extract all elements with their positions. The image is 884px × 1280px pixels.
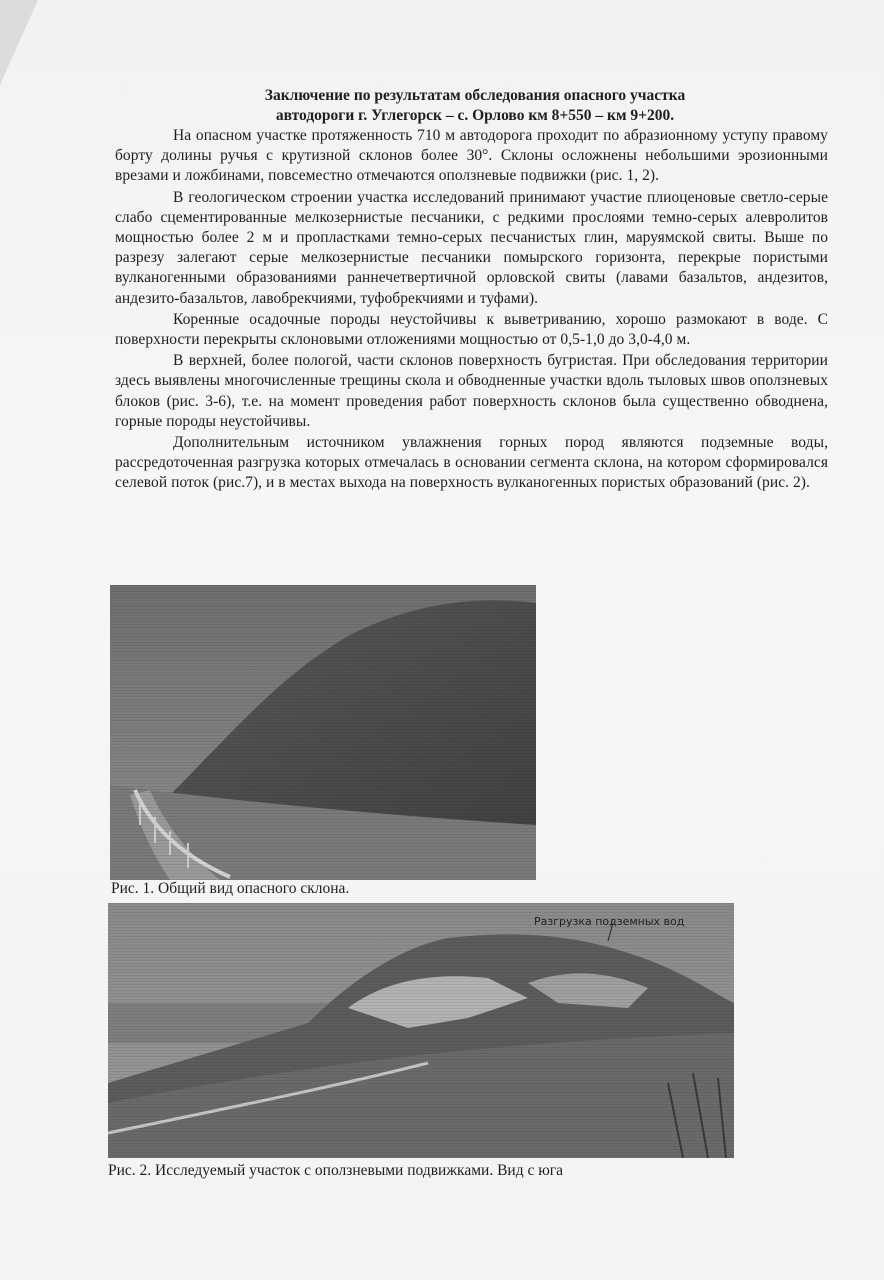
paragraph: В геологическом строении участка исследований принимают участие плиоценовые светло-серые слабо сцементированные мелкозернистые песчаники, с редкими прослоями темно-серых алевролитов мощностью более 2 м и пропластками темно-серых песчанистых глин, маруямской свиты. Выше по разрезу залегают серые мелкозернистые песчаники помырского горизонта, перекрые пористыми вулканогенными образованиями раннечетвертичной орловской свиты (лавами базальтов, андезитов, андезито-базальтов, лавобрекчиями, туфобрекчиями и туфами). [115, 188, 828, 307]
document-title [100, 86, 850, 126]
figure-2-photo [108, 903, 734, 1158]
paragraph: В верхней, более пологой, части склонов поверхность бугристая. При обследования территории здесь выявлены многочисленные трещины скола и обводненные участки вдоль тыловых швов оползневых блоков (рис. 3-6), т.е. на момент проведения работ поверхность склонов была существенно обводнена, горные породы неустойчивы. [115, 352, 828, 430]
figure-1-photo [110, 585, 536, 880]
paragraph: Дополнительным источником увлажнения горных пород являются подземные воды, рассредоточенная разгрузка которых отмечалась в основании сегмента склона, на котором сформировался селевой поток (рис.7), и в местах выхода на поверхность вулканогенных пористых образований (рис. 2). [115, 434, 828, 492]
title-line-2: автодороги г. Углегорск – с. Орлово км 8+550 – км 9+200. [275, 107, 675, 124]
document-body [115, 126, 828, 495]
paragraph: На опасном участке протяженность 710 м автодорога проходит по абразионному уступу правому борту долины ручья с крутизной склонов более 30°. Склоны осложнены небольшими эрозионными врезами и ложбинами, повсеместно отмечаются оползневые подвижки (рис. 1, 2). [115, 127, 828, 185]
title-line-1: Заключение по результатам обследования опасного участка [264, 87, 686, 104]
groundwater-discharge-label: Разгрузка подземных вод [534, 915, 685, 928]
folded-corner [0, 0, 38, 85]
paragraph: Коренные осадочные породы неустойчивы к выветриванию, хорошо размокают в воде. С поверхности перекрыты склоновыми отложениями мощностью от 0,5-1,0 до 3,0-4,0 м. [115, 310, 828, 349]
hillside-photo [110, 585, 536, 880]
figure-2-caption: Рис. 2. Исследуемый участок с оползневыми подвижками. Вид с юга [108, 1162, 564, 1179]
figure-1-caption: Рис. 1. Общий вид опасного склона. [111, 880, 350, 897]
landslide-photo [108, 903, 734, 1158]
